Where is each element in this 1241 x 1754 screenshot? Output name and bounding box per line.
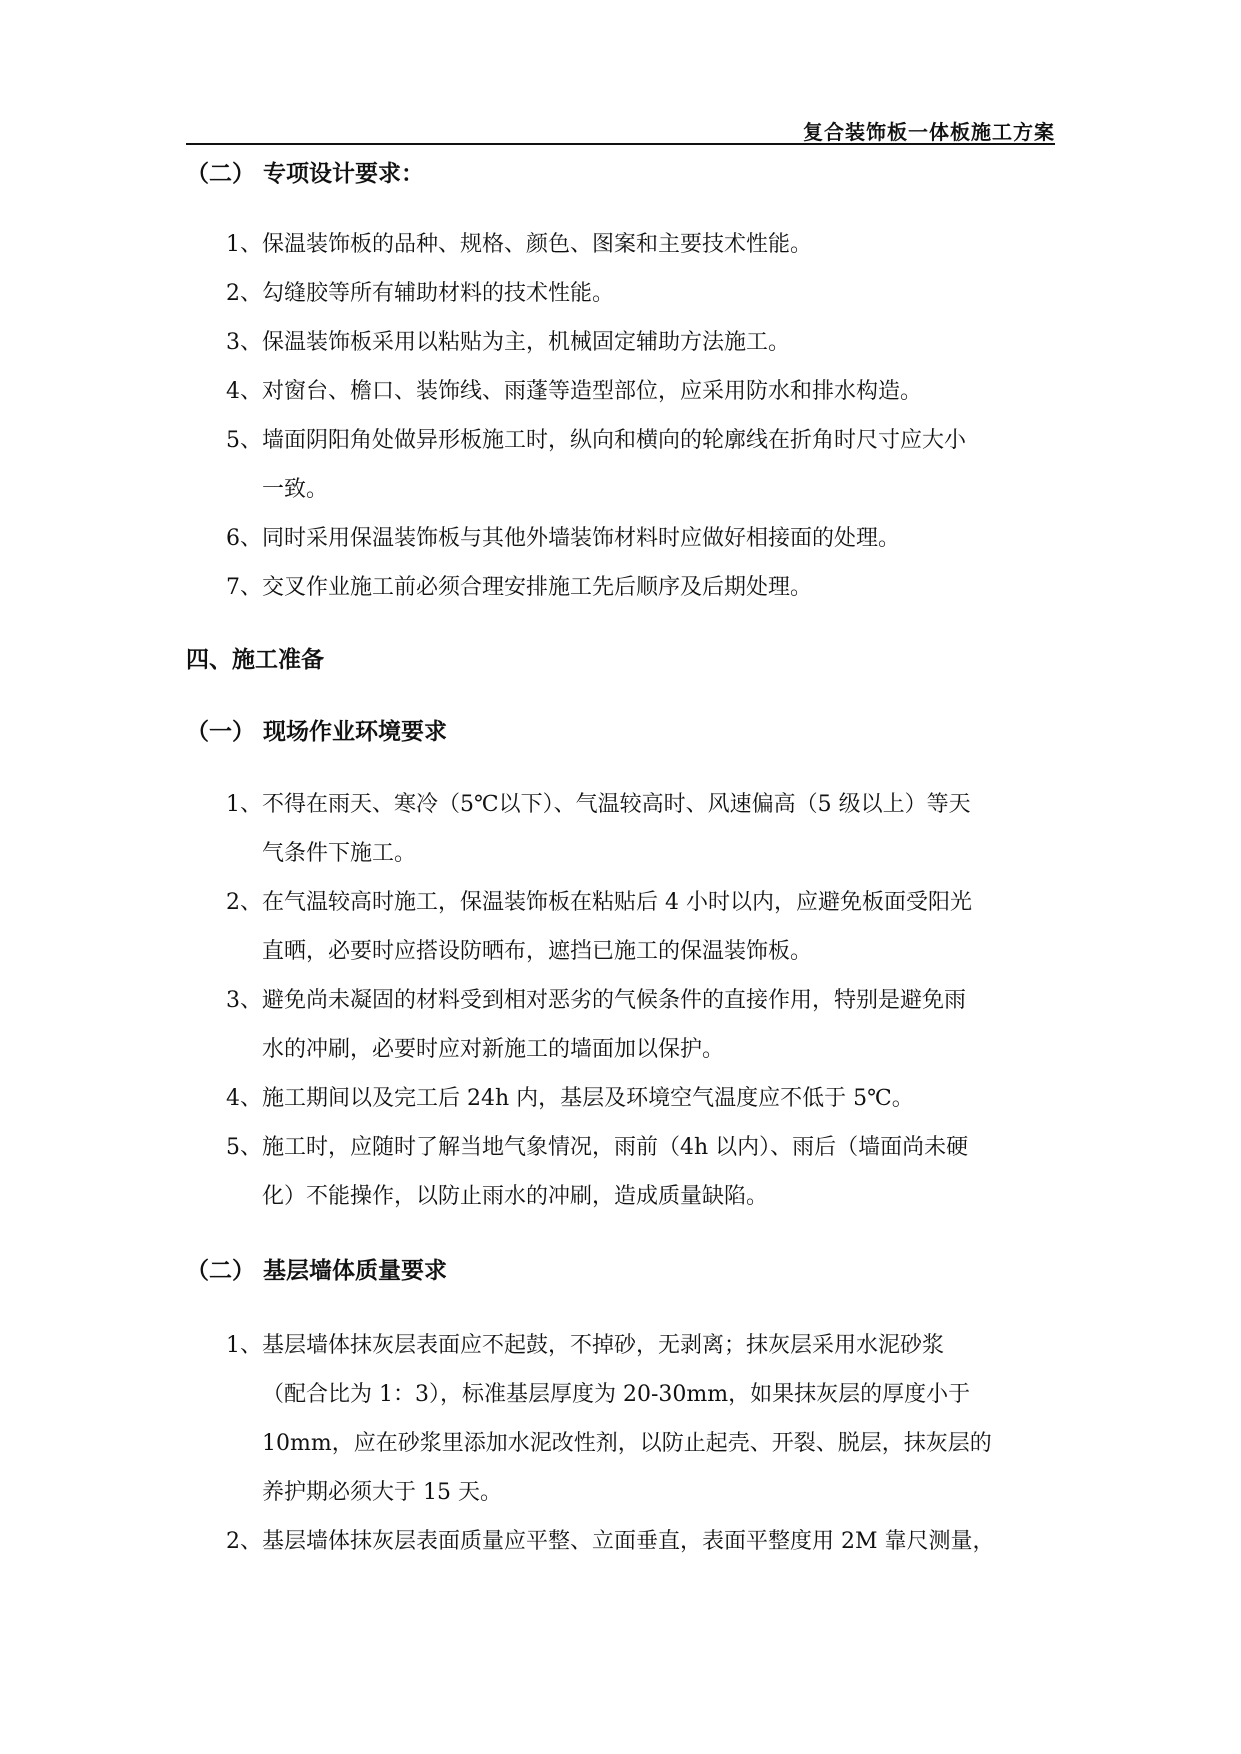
- list-item: [186, 318, 1066, 367]
- list-item-continuation: （配合比为 1：3），标准基层厚度为 20-30mm，如果抹灰层的厚度小于: [262, 1382, 971, 1407]
- list-item-text: 6、同时采用保温装饰板与其他外墙装饰材料时应做好相接面的处理。: [226, 526, 900, 551]
- list-item: [186, 780, 1066, 878]
- list-item-text: 2、勾缝胶等所有辅助材料的技术性能。: [226, 281, 614, 306]
- list-item-continuation: 10mm，应在砂浆里添加水泥改性剂，以防止起壳、开裂、脱层，抹灰层的: [262, 1431, 992, 1456]
- list-item-text: 1、基层墙体抹灰层表面应不起鼓，不掉砂，无剥离；抹灰层采用水泥砂浆: [226, 1333, 944, 1358]
- list-item-text: 5、施工时，应随时了解当地气象情况，雨前（4h 以内）、雨后（墙面尚未硬: [226, 1135, 969, 1160]
- list-item-text: 1、不得在雨天、寒冷（5℃以下）、气温较高时、风速偏高（5 级以上）等天: [226, 792, 971, 817]
- list-item: [186, 563, 1066, 612]
- list-item: [186, 1321, 1066, 1517]
- list-item-text: 3、保温装饰板采用以粘贴为主，机械固定辅助方法施工。: [226, 330, 790, 355]
- list-item-text: 7、交叉作业施工前必须合理安排施工先后顺序及后期处理。: [226, 575, 812, 600]
- list-item-continuation: 直晒，必要时应搭设防晒布，遮挡已施工的保温装饰板。: [262, 939, 813, 964]
- numbered-list: [186, 1321, 1066, 1566]
- list-item-text: 1、保温装饰板的品种、规格、颜色、图案和主要技术性能。: [226, 232, 812, 257]
- list-item-continuation: 化）不能操作，以防止雨水的冲刷，造成质量缺陷。: [262, 1184, 769, 1209]
- list-item: [186, 1517, 1066, 1566]
- section-heading: （二） 基层墙体质量要求: [186, 1258, 448, 1284]
- section-heading: （二） 专项设计要求：: [186, 161, 425, 187]
- list-item-text: 4、施工期间以及完工后 24h 内，基层及环境空气温度应不低于 5℃。: [226, 1086, 914, 1111]
- list-item: [186, 416, 1066, 514]
- section-heading: 四、施工准备: [186, 647, 324, 673]
- list-item-continuation: 气条件下施工。: [262, 841, 417, 866]
- list-item: [186, 220, 1066, 269]
- list-item-text: 2、在气温较高时施工，保温装饰板在粘贴后 4 小时以内，应避免板面受阳光: [226, 890, 972, 915]
- list-item: [186, 1074, 1066, 1123]
- list-item: [186, 1123, 1066, 1221]
- list-item-text: 5、墙面阴阳角处做异形板施工时，纵向和横向的轮廓线在折角时尺寸应大小: [226, 428, 966, 453]
- numbered-list: [186, 220, 1066, 612]
- list-item: [186, 878, 1066, 976]
- document-body: [186, 154, 1066, 1566]
- numbered-list: [186, 780, 1066, 1221]
- header-divider: [186, 143, 1055, 145]
- list-item-continuation: 养护期必须大于 15 天。: [262, 1480, 502, 1505]
- list-item: [186, 514, 1066, 563]
- list-item-continuation: 水的冲刷，必要时应对新施工的墙面加以保护。: [262, 1037, 725, 1062]
- list-item: [186, 367, 1066, 416]
- list-item-continuation: 一致。: [262, 477, 329, 502]
- section-heading: （一） 现场作业环境要求: [186, 719, 448, 745]
- list-item: [186, 269, 1066, 318]
- list-item-text: 2、基层墙体抹灰层表面质量应平整、立面垂直，表面平整度用 2M 靠尺测量，: [226, 1529, 995, 1554]
- list-item: [186, 976, 1066, 1074]
- list-item-text: 4、对窗台、檐口、装饰线、雨蓬等造型部位，应采用防水和排水构造。: [226, 379, 922, 404]
- running-header-title: 复合装饰板一体板施工方案: [803, 120, 1055, 144]
- list-item-text: 3、避免尚未凝固的材料受到相对恶劣的气候条件的直接作用，特别是避免雨: [226, 988, 966, 1013]
